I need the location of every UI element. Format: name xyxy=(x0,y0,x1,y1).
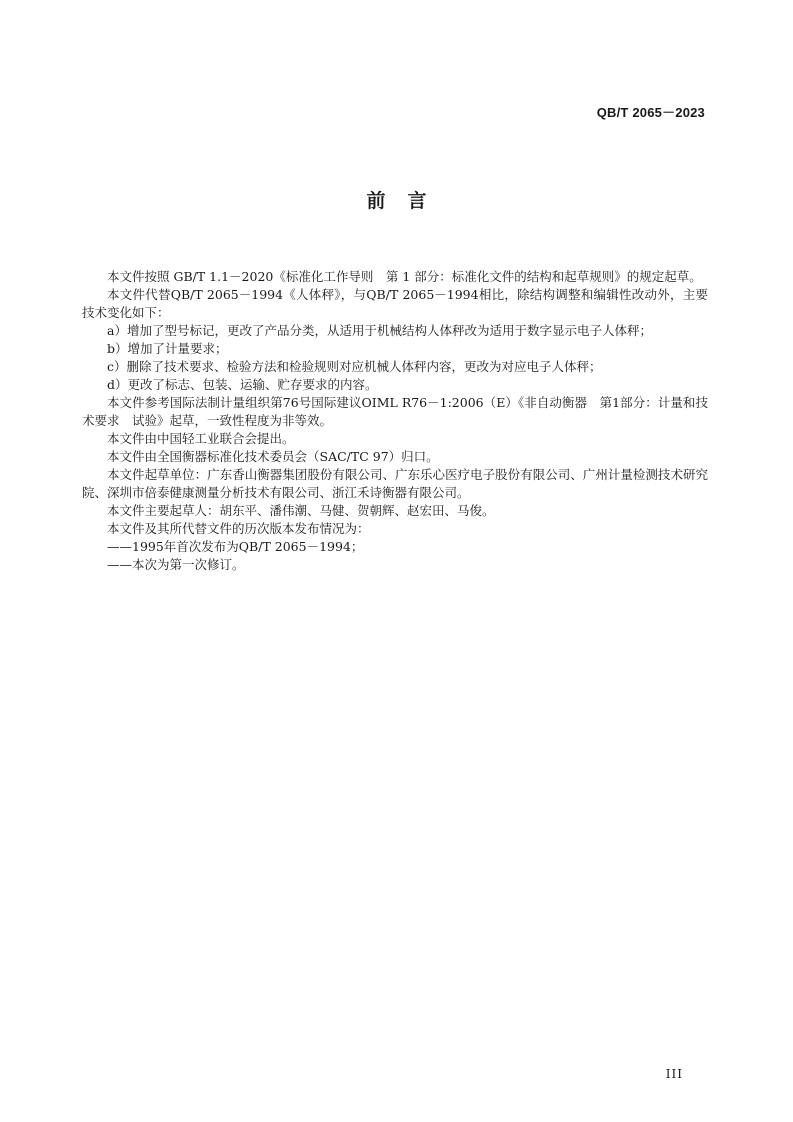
list-item-change-c: c）删除了技术要求、检验方法和检验规则对应机械人体秤内容，更改为对应电子人体秤； xyxy=(107,359,602,374)
list-item-change-a: a）增加了型号标记，更改了产品分类，从适用于机械结构人体秤改为适用于数字显示电子人体秤； xyxy=(107,323,652,338)
paragraph-history-intro: 本文件及其所代替文件的历次版本发布情况为： xyxy=(107,521,370,536)
paragraph-drafters: 本文件主要起草人：胡东平、潘伟潮、马健、贺朝辉、赵宏田、马俊。 xyxy=(107,503,495,518)
list-item-change-b: b）增加了计量要求； xyxy=(107,341,228,356)
page-number: III xyxy=(665,1067,683,1081)
list-item-history-1995: ——1995年首次发布为QB/T 2065－1994； xyxy=(107,539,364,554)
list-item-history-current: ——本次为第一次修订。 xyxy=(107,557,245,572)
paragraph-proposer: 本文件由中国轻工业联合会提出。 xyxy=(107,431,295,446)
page-title: 前言 xyxy=(366,190,449,212)
paragraph-drafting-rule: 本文件按照 GB/T 1.1－2020《标准化工作导则 第 1 部分：标准化文件的结构和起草规则》的规定起草。 xyxy=(107,269,702,284)
list-item-change-d: d）更改了标志、包装、运输、贮存要求的内容。 xyxy=(107,377,378,392)
paragraph-reference: 本文件参考国际法制计量组织第76号国际建议OIML R76－1:2006（E）《非自动衡器 第1部分：计量和技术要求 试验》起草，一致性程度为非等效。 xyxy=(82,395,708,428)
paragraph-drafting-units: 本文件起草单位：广东香山衡器集团股份有限公司、广东乐心医疗电子股份有限公司、广州计量检测技术研究院、深圳市倍泰健康测量分析技术有限公司、浙江禾诗衡器有限公司。 xyxy=(82,467,708,500)
paragraph-committee: 本文件由全国衡器标准化技术委员会（SAC/TC 97）归口。 xyxy=(107,449,439,464)
paragraph-replacement: 本文件代替QB/T 2065－1994《人体秤》，与QB/T 2065－1994相比，除结构调整和编辑性改动外，主要技术变化如下： xyxy=(82,287,708,320)
document-body xyxy=(82,268,708,574)
standard-code: QB/T 2065－2023 xyxy=(596,105,705,120)
